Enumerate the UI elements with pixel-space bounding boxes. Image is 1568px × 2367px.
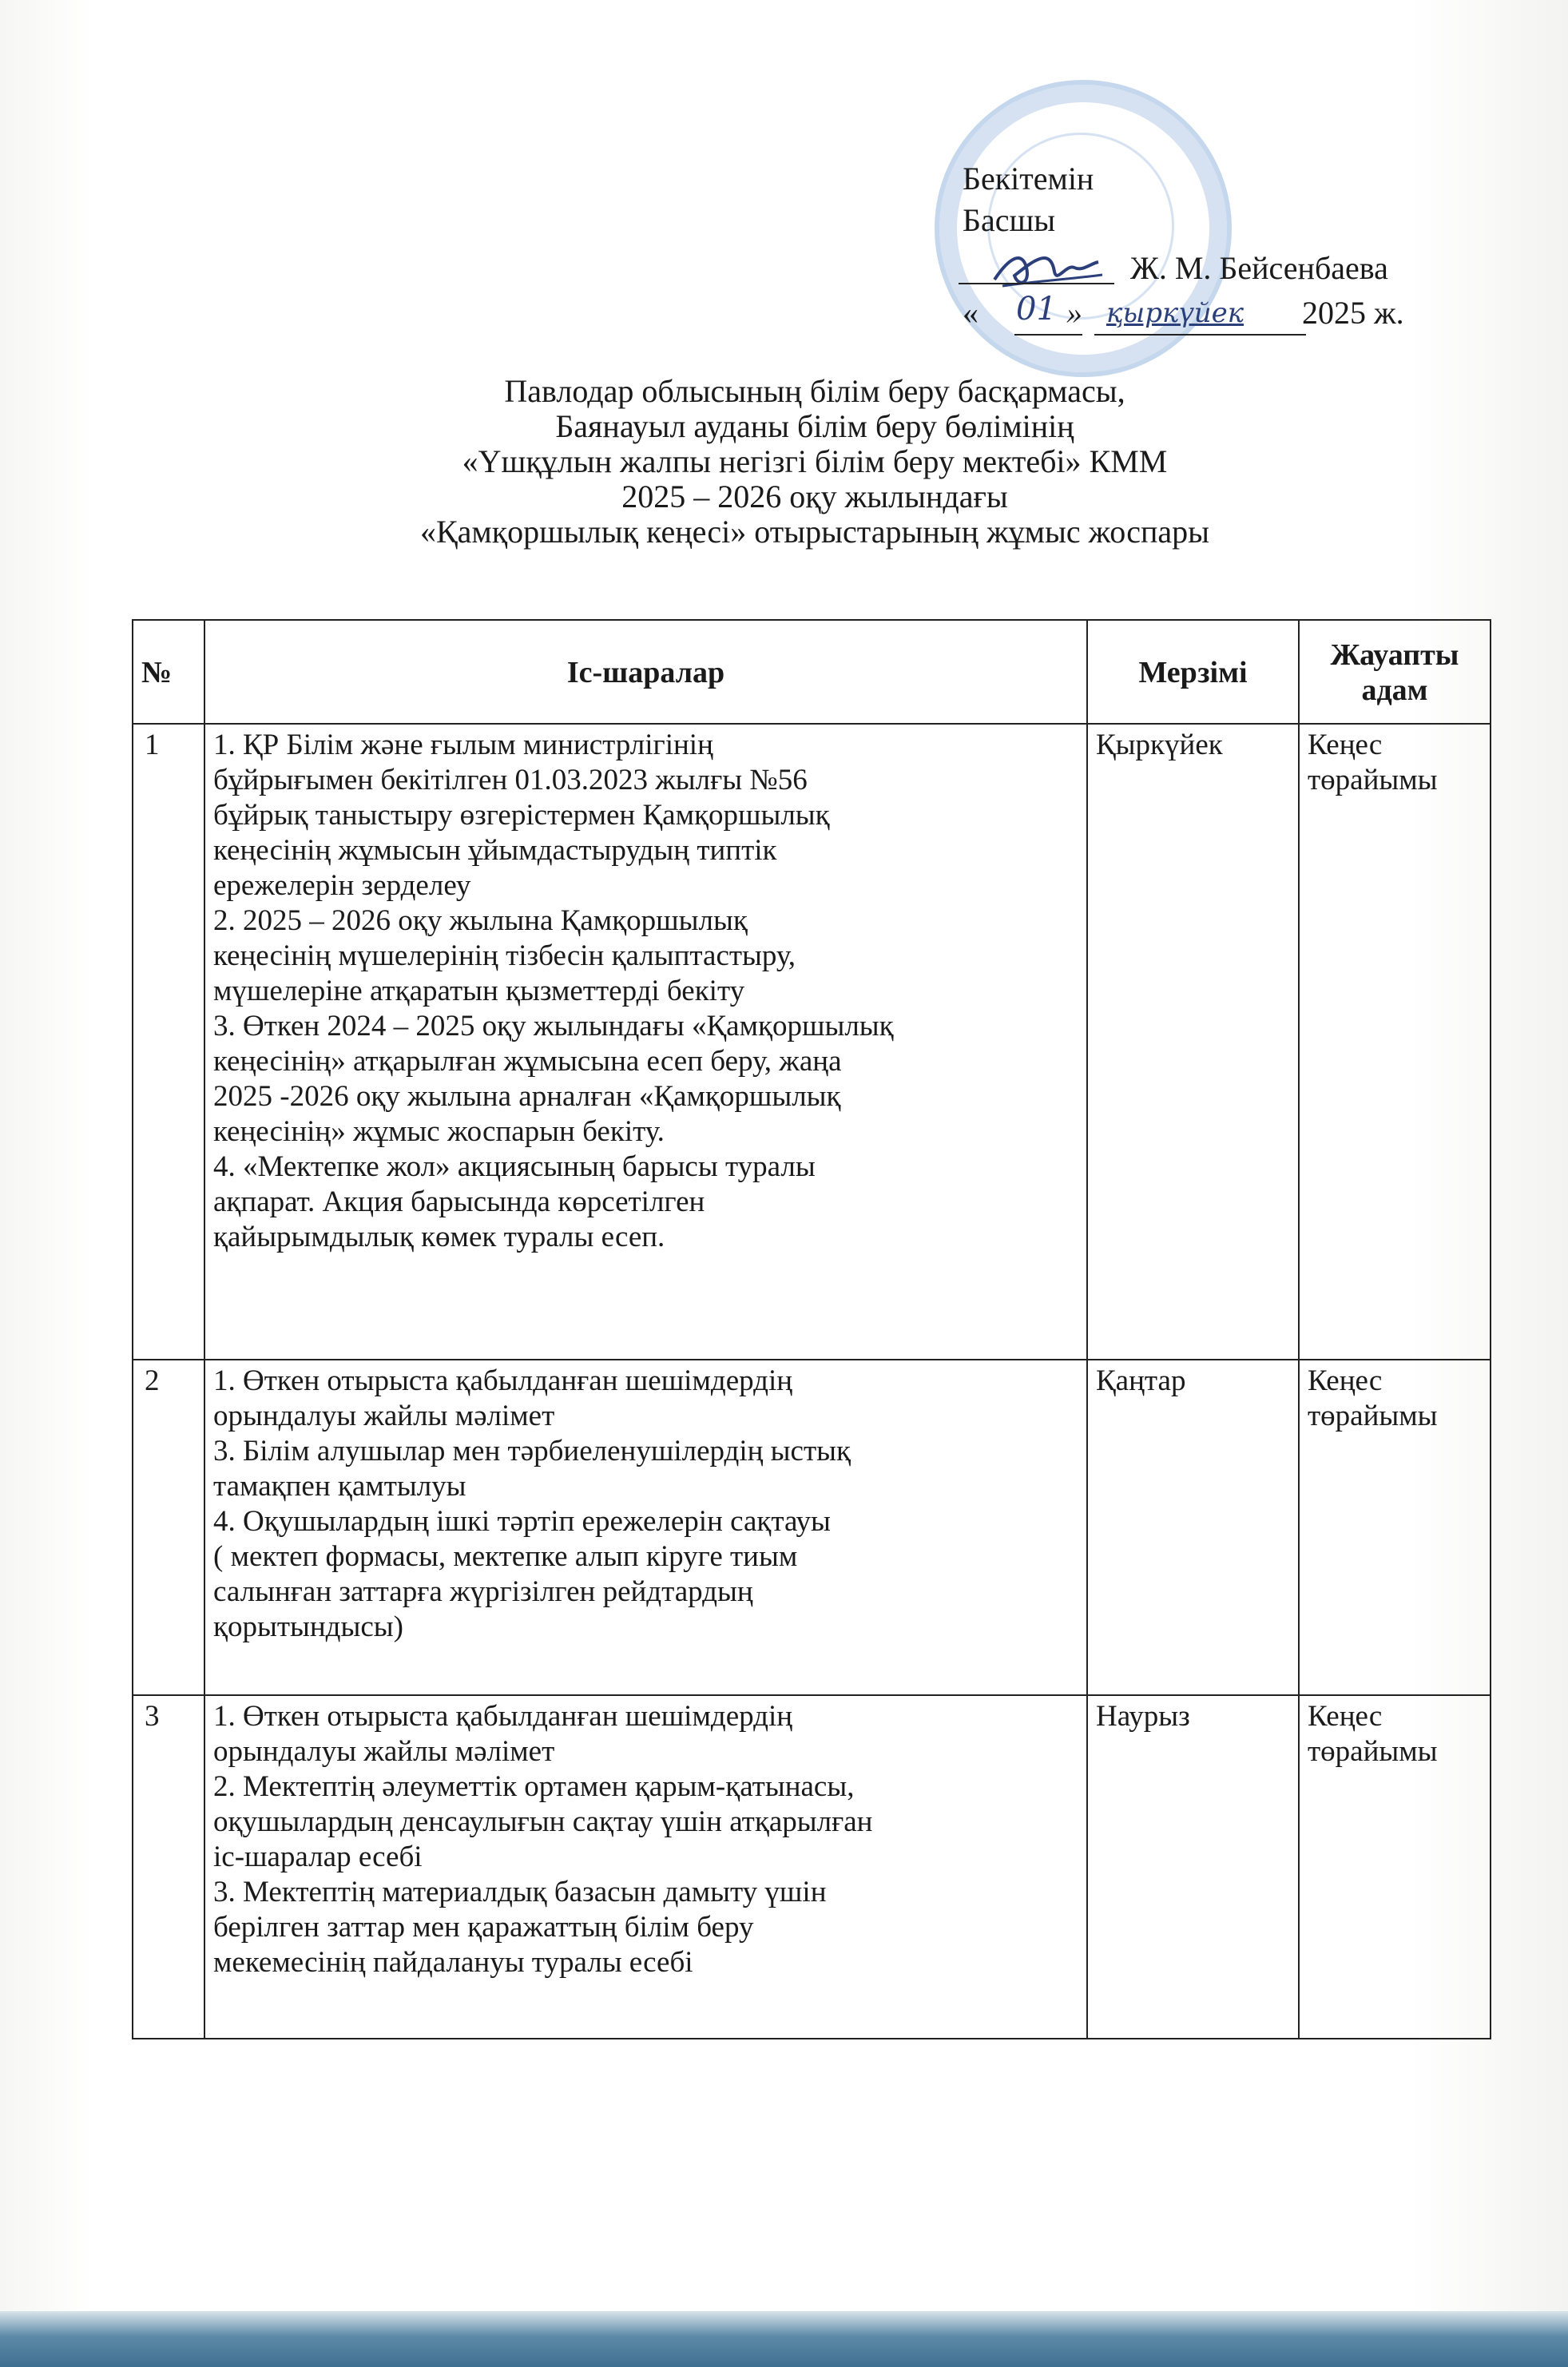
row-events bbox=[204, 724, 1087, 1360]
plan-table bbox=[132, 619, 1491, 2039]
row-responsible: Кеңес төрайымы bbox=[1299, 1695, 1491, 2039]
event-line: 3. Білім алушылар мен тәрбиеленушілердің ыстық bbox=[213, 1435, 851, 1467]
event-line: салынған заттарға жүргізілген рейдтардың bbox=[213, 1575, 753, 1608]
event-line: ақпарат. Акция барысында көрсетілген bbox=[213, 1185, 705, 1218]
event-line: бұйрық таныстыру өзгерістермен Қамқоршылық bbox=[213, 799, 830, 832]
handwritten-signature bbox=[986, 240, 1106, 296]
header-events: Іс-шаралар bbox=[204, 620, 1087, 724]
date-day-line bbox=[1014, 334, 1082, 336]
title-line-4: 2025 – 2026 оқу жылындағы bbox=[621, 479, 1008, 514]
row-responsible: Кеңес төрайымы bbox=[1299, 1360, 1491, 1695]
event-line: 1. ҚР Білім және ғылым министрлігінің bbox=[213, 729, 713, 761]
event-line: 3. Мектептің материалдық базасын дамыту үшін bbox=[213, 1876, 827, 1908]
event-line: бұйрығымен бекітілген 01.03.2023 жылғы №56 bbox=[213, 764, 808, 796]
title-line-2: Баянауыл ауданы білім беру бөлімінің bbox=[555, 408, 1074, 444]
event-line: 1. Өткен отырыста қабылданған шешімдердің bbox=[213, 1364, 793, 1397]
title-line-1: Павлодар облысының білім беру басқармасы, bbox=[504, 373, 1125, 409]
event-line: іс-шаралар есебі bbox=[213, 1841, 423, 1873]
approver-position: Басшы bbox=[963, 202, 1056, 238]
approver-name: Ж. М. Бейсенбаева bbox=[1130, 250, 1388, 286]
signature-line bbox=[959, 283, 1114, 284]
row-num: 2 bbox=[133, 1360, 204, 1695]
row-responsible: Кеңес төрайымы bbox=[1299, 724, 1491, 1360]
date-close-quote: » bbox=[1066, 295, 1082, 331]
event-line: тамақпен қамтылуы bbox=[213, 1470, 466, 1503]
event-line: мүшелеріне атқаратын қызметтерді бекіту bbox=[213, 975, 745, 1007]
row-date: Қаңтар bbox=[1087, 1360, 1299, 1695]
row-events bbox=[204, 1360, 1087, 1695]
date-year: 2025 ж. bbox=[1302, 295, 1404, 331]
event-line: кеңесінің мүшелерінің тізбесін қалыптастыру, bbox=[213, 939, 796, 972]
table-row bbox=[133, 1360, 1491, 1695]
event-line: ( мектеп формасы, мектепке алып кіруге тиым bbox=[213, 1540, 798, 1573]
title-line-5: «Қамқоршылық кеңесі» отырыстарының жұмыс жоспары bbox=[419, 514, 1210, 550]
row-events bbox=[204, 1695, 1087, 2039]
date-month: қыркүйек bbox=[1106, 297, 1244, 329]
header-date: Мерзімі bbox=[1087, 620, 1299, 724]
event-line: берілген заттар мен қаражаттың білім беру bbox=[213, 1911, 754, 1944]
table-row bbox=[133, 724, 1491, 1360]
date-open-quote: « bbox=[963, 295, 979, 331]
event-line: мекемесінің пайдалануы туралы есебі bbox=[213, 1946, 693, 1979]
row-date: Наурыз bbox=[1087, 1695, 1299, 2039]
title-line-3: «Үшқұлын жалпы негізгі білім беру мектебі» КММ bbox=[462, 443, 1168, 479]
header-num: № bbox=[133, 620, 204, 724]
event-line: 2. Мектептің әлеуметтік ортамен қарым-қатынасы, bbox=[213, 1770, 855, 1803]
event-line: 4. Оқушылардың ішкі тәртіп ережелерін сақтауы bbox=[213, 1505, 831, 1538]
event-line: оқушылардың денсаулығын сақтау үшін атқарылған bbox=[213, 1805, 873, 1838]
event-line: орындалуы жайлы мәлімет bbox=[213, 1735, 555, 1768]
event-line: ережелерін зерделеу bbox=[213, 869, 471, 902]
date-day: 01 bbox=[1016, 291, 1057, 328]
event-line: қайырымдылық көмек туралы есеп. bbox=[213, 1221, 665, 1253]
header-responsible: Жауапты адам bbox=[1299, 620, 1491, 724]
table-row bbox=[133, 1695, 1491, 2039]
event-line: орындалуы жайлы мәлімет bbox=[213, 1400, 555, 1432]
event-line: 1. Өткен отырыста қабылданған шешімдердің bbox=[213, 1700, 793, 1733]
row-date: Қыркүйек bbox=[1087, 724, 1299, 1360]
event-line: кеңесінің» жұмыс жоспарын бекіту. bbox=[213, 1115, 665, 1148]
event-line: 4. «Мектепке жол» акциясының барысы туралы bbox=[213, 1150, 816, 1183]
event-line: қорытындысы) bbox=[213, 1610, 403, 1643]
event-line: 2025 -2026 оқу жылына арналған «Қамқоршылық bbox=[213, 1080, 841, 1113]
event-line: 2. 2025 – 2026 оқу жылына Қамқоршылық bbox=[213, 904, 748, 937]
date-month-line bbox=[1094, 334, 1306, 336]
table-header-row bbox=[133, 620, 1491, 724]
row-num: 3 bbox=[133, 1695, 204, 2039]
document-title bbox=[240, 374, 1390, 550]
event-line: 3. Өткен 2024 – 2025 оқу жылындағы «Қамқоршылық bbox=[213, 1010, 894, 1043]
row-num: 1 bbox=[133, 724, 204, 1360]
bottom-border-band bbox=[0, 2311, 1568, 2367]
event-line: кеңесінің» атқарылған жұмысына есеп беру, жаңа bbox=[213, 1045, 842, 1078]
event-line: кеңесінің жұмысын ұйымдастырудың типтік bbox=[213, 834, 777, 867]
approve-label: Бекітемін bbox=[963, 161, 1094, 197]
